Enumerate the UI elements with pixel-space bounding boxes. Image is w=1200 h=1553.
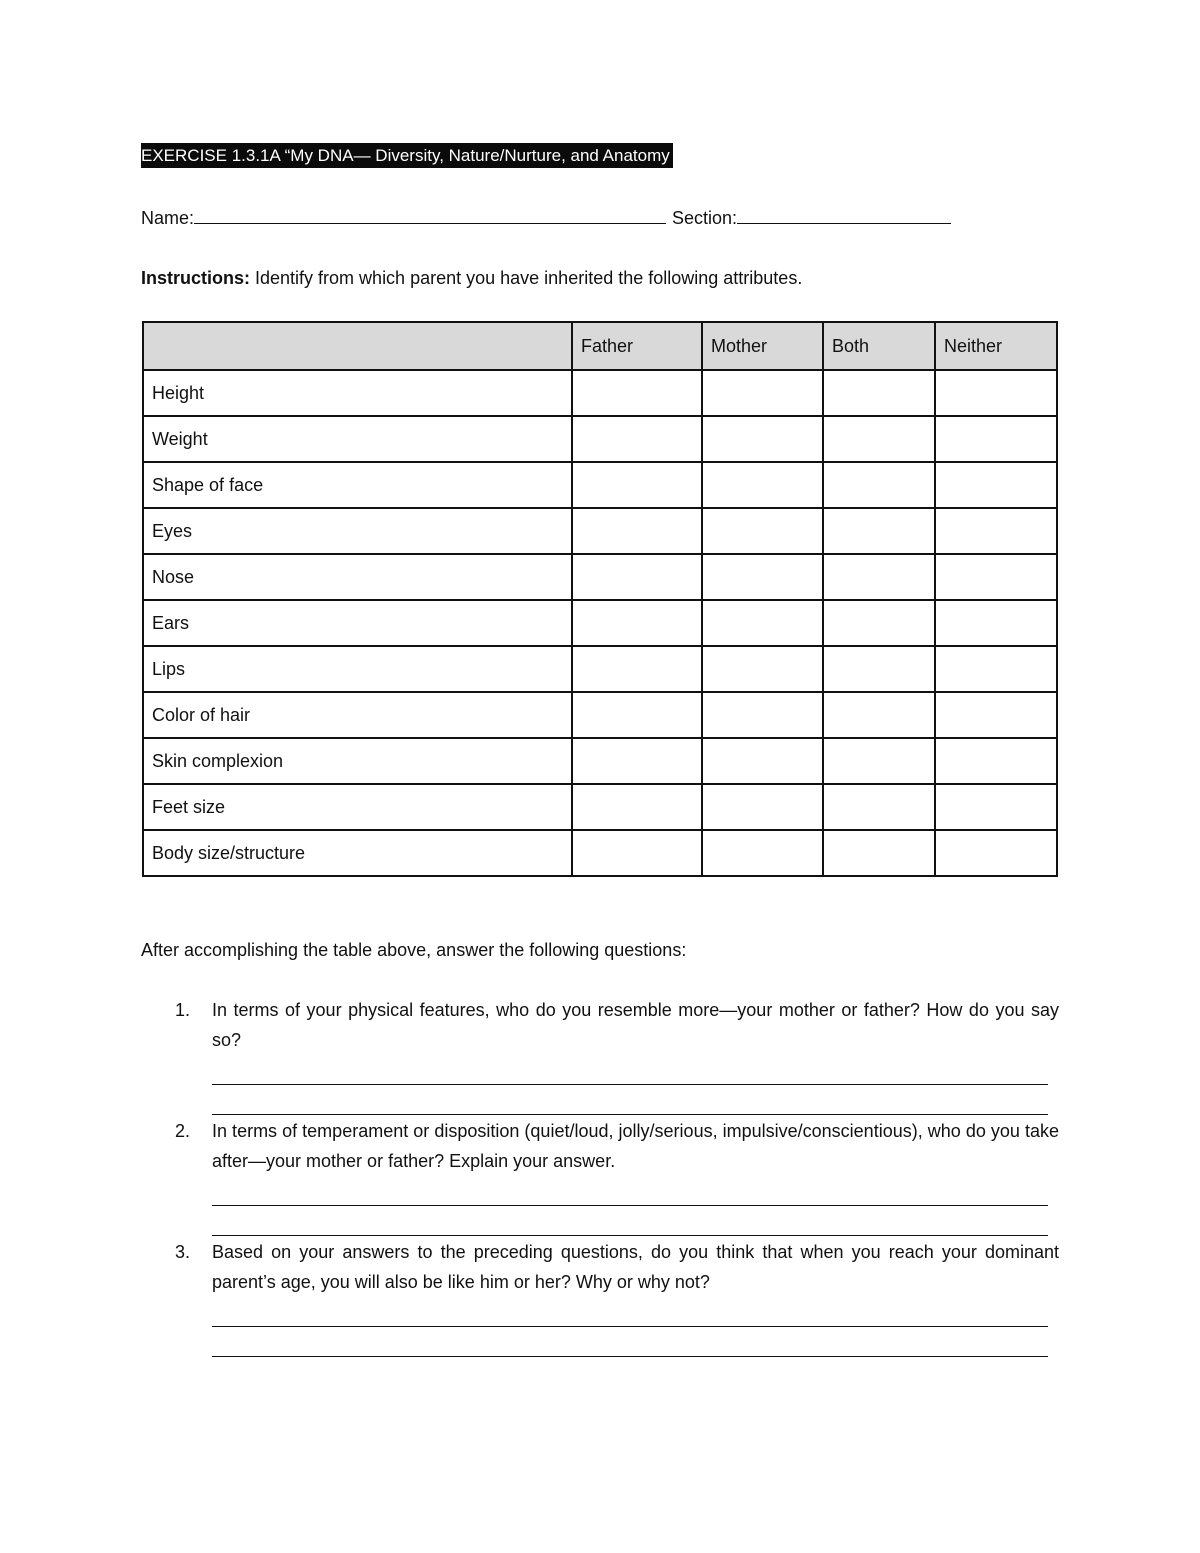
table-row [143, 462, 1057, 508]
father-cell[interactable] [572, 646, 702, 692]
both-cell[interactable] [823, 508, 935, 554]
table-row [143, 692, 1057, 738]
attribute-label: Feet size [143, 784, 572, 830]
attribute-label: Weight [143, 416, 572, 462]
attribute-label: Shape of face [143, 462, 572, 508]
father-cell[interactable] [572, 784, 702, 830]
answer-line[interactable] [212, 1297, 1048, 1327]
attribute-label: Body size/structure [143, 830, 572, 876]
answer-line[interactable] [212, 1327, 1048, 1357]
neither-cell[interactable] [935, 738, 1057, 784]
table-row [143, 370, 1057, 416]
mother-cell[interactable] [702, 830, 823, 876]
table-row [143, 416, 1057, 462]
neither-cell[interactable] [935, 416, 1057, 462]
attribute-label: Skin complexion [143, 738, 572, 784]
father-cell[interactable] [572, 416, 702, 462]
both-cell[interactable] [823, 370, 935, 416]
question-3 [141, 1237, 1059, 1357]
attribute-label: Ears [143, 600, 572, 646]
mother-cell[interactable] [702, 508, 823, 554]
both-cell[interactable] [823, 462, 935, 508]
both-cell[interactable] [823, 784, 935, 830]
instructions [141, 266, 802, 290]
question-text: Based on your answers to the preceding questions, do you think that when you reach your dominant parent’s age, you will also be like him or her? Why or why not? [212, 1242, 1059, 1292]
table-row [143, 554, 1057, 600]
answer-line[interactable] [212, 1085, 1048, 1115]
mother-cell[interactable] [702, 462, 823, 508]
father-cell[interactable] [572, 462, 702, 508]
header-father: Father [572, 322, 702, 370]
father-cell[interactable] [572, 830, 702, 876]
name-blank[interactable] [194, 205, 666, 224]
table-row [143, 646, 1057, 692]
question-number: 2. [175, 1121, 191, 1141]
neither-cell[interactable] [935, 462, 1057, 508]
neither-cell[interactable] [935, 646, 1057, 692]
answer-line[interactable] [212, 1055, 1048, 1085]
both-cell[interactable] [823, 554, 935, 600]
mother-cell[interactable] [702, 738, 823, 784]
mother-cell[interactable] [702, 416, 823, 462]
instructions-text: Identify from which parent you have inherited the following attributes. [250, 268, 803, 288]
name-section-line [141, 205, 951, 230]
header-both: Both [823, 322, 935, 370]
father-cell[interactable] [572, 508, 702, 554]
instructions-label: Instructions: [141, 268, 251, 288]
question-text: In terms of your physical features, who do you resemble more—your mother or father? How do you say so? [212, 1000, 1059, 1050]
both-cell[interactable] [823, 646, 935, 692]
both-cell[interactable] [823, 830, 935, 876]
father-cell[interactable] [572, 600, 702, 646]
name-label: Name: [141, 208, 195, 228]
neither-cell[interactable] [935, 692, 1057, 738]
question-2 [141, 1116, 1059, 1236]
section-blank[interactable] [737, 205, 951, 224]
neither-cell[interactable] [935, 830, 1057, 876]
neither-cell[interactable] [935, 554, 1057, 600]
mother-cell[interactable] [702, 554, 823, 600]
header-mother: Mother [702, 322, 823, 370]
question-1 [141, 995, 1059, 1115]
mother-cell[interactable] [702, 600, 823, 646]
both-cell[interactable] [823, 738, 935, 784]
table-row [143, 600, 1057, 646]
answer-line[interactable] [212, 1176, 1048, 1206]
table-row [143, 784, 1057, 830]
neither-cell[interactable] [935, 784, 1057, 830]
exercise-title: EXERCISE 1.3.1A “My DNA— Diversity, Nature/Nurture, and Anatomy [141, 143, 673, 168]
mother-cell[interactable] [702, 692, 823, 738]
mother-cell[interactable] [702, 370, 823, 416]
table-header-row [143, 322, 1057, 370]
attributes-table [142, 321, 1058, 877]
header-neither: Neither [935, 322, 1057, 370]
neither-cell[interactable] [935, 600, 1057, 646]
both-cell[interactable] [823, 692, 935, 738]
father-cell[interactable] [572, 738, 702, 784]
attribute-label: Eyes [143, 508, 572, 554]
question-number: 1. [175, 1000, 191, 1020]
father-cell[interactable] [572, 370, 702, 416]
attribute-label: Height [143, 370, 572, 416]
neither-cell[interactable] [935, 508, 1057, 554]
neither-cell[interactable] [935, 370, 1057, 416]
table-row [143, 738, 1057, 784]
father-cell[interactable] [572, 554, 702, 600]
both-cell[interactable] [823, 416, 935, 462]
attribute-label: Color of hair [143, 692, 572, 738]
father-cell[interactable] [572, 692, 702, 738]
mother-cell[interactable] [702, 784, 823, 830]
after-table-prompt: After accomplishing the table above, answer the following questions: [141, 940, 687, 960]
table-row [143, 830, 1057, 876]
table-row [143, 508, 1057, 554]
question-number: 3. [175, 1242, 191, 1262]
header-attribute [143, 322, 572, 370]
attribute-label: Lips [143, 646, 572, 692]
question-text: In terms of temperament or disposition (quiet/loud, jolly/serious, impulsive/conscientious), who do you take after—your mother or father? Explain your answer. [212, 1121, 1059, 1171]
both-cell[interactable] [823, 600, 935, 646]
answer-line[interactable] [212, 1206, 1048, 1236]
section-label: Section: [672, 208, 738, 228]
mother-cell[interactable] [702, 646, 823, 692]
attribute-label: Nose [143, 554, 572, 600]
